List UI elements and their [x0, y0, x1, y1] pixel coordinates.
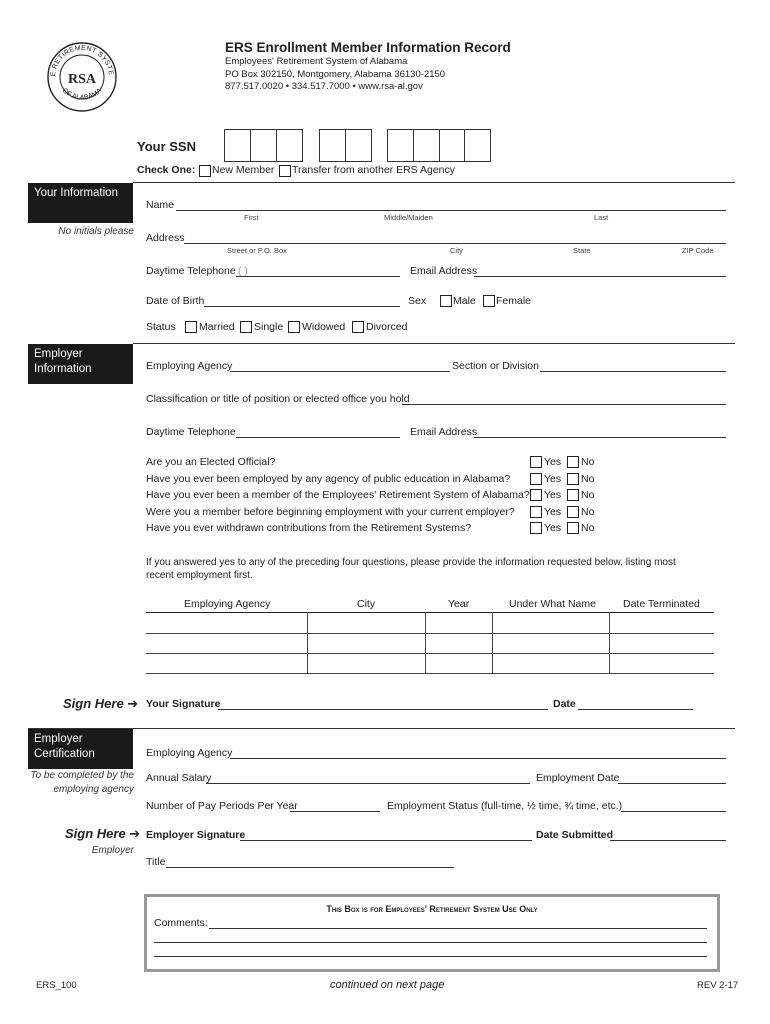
- comments-field[interactable]: [154, 956, 707, 957]
- annual-salary-field[interactable]: [206, 783, 530, 784]
- email-label: Email Address: [410, 265, 478, 277]
- employment-status-label: Employment Status (full-time, ½ time, ¾ time, etc.): [387, 800, 623, 812]
- ssn-label: Your SSN: [137, 139, 196, 154]
- divorced-checkbox[interactable]: [352, 321, 364, 333]
- q3-no-checkbox[interactable]: [567, 489, 579, 501]
- section-division-field[interactable]: [540, 371, 726, 372]
- table-row[interactable]: [146, 673, 714, 674]
- new-member-checkbox[interactable]: [199, 165, 211, 177]
- section-employer-information: Employer Information: [28, 344, 133, 384]
- ssn-field-group1[interactable]: [224, 129, 303, 162]
- sex-label: Sex: [408, 295, 427, 307]
- section-employer-certification: Employer Certification: [28, 729, 133, 769]
- your-signature-label: Your Signature: [146, 698, 221, 710]
- no-label: No: [581, 506, 595, 518]
- transfer-label: Transfer from another ERS Agency: [292, 164, 456, 176]
- title-field[interactable]: [166, 867, 454, 868]
- date-submitted-label: Date Submitted: [536, 829, 614, 841]
- employer-sign-here-label: Sign Here ➔: [65, 826, 141, 841]
- q1-no-checkbox[interactable]: [567, 456, 579, 468]
- table-row[interactable]: [146, 653, 714, 654]
- classification-label: Classification or title of position or elected office you hold: [146, 393, 410, 405]
- your-signature-field[interactable]: [218, 709, 548, 710]
- daytime-phone-label: Daytime Telephone: [146, 265, 236, 277]
- single-checkbox[interactable]: [240, 321, 252, 333]
- col-employing-agency: Employing Agency: [184, 598, 271, 610]
- col-date-terminated: Date Terminated: [623, 598, 700, 610]
- employer-signature-field[interactable]: [240, 840, 532, 841]
- no-initials-note: No initials please: [58, 226, 134, 237]
- name-field[interactable]: [176, 210, 726, 211]
- single-label: Single: [254, 321, 284, 333]
- classification-field[interactable]: [402, 404, 726, 405]
- q2-no-checkbox[interactable]: [567, 473, 579, 485]
- comments-field[interactable]: [209, 928, 707, 929]
- new-member-label: New Member: [212, 164, 275, 176]
- married-label: Married: [199, 321, 235, 333]
- cert-employing-agency-label: Employing Agency: [146, 747, 233, 759]
- yes-label: Yes: [544, 456, 562, 468]
- phone-area-code: ( ): [238, 265, 248, 277]
- org-address: PO Box 302150, Montgomery, Alabama 36130-2150: [225, 69, 446, 80]
- status-label: Status: [146, 321, 176, 333]
- address-sub-city: City: [450, 246, 463, 255]
- female-checkbox[interactable]: [483, 295, 495, 307]
- check-one-label: Check One:: [137, 164, 196, 176]
- q4-yes-checkbox[interactable]: [530, 506, 542, 518]
- yes-label: Yes: [544, 473, 562, 485]
- address-label: Address: [146, 232, 185, 244]
- table-row[interactable]: [146, 633, 714, 634]
- office-use-box: [144, 894, 720, 972]
- email-field[interactable]: [474, 276, 726, 277]
- employer-label: Employer: [91, 845, 134, 856]
- q1-yes-checkbox[interactable]: [530, 456, 542, 468]
- comments-field[interactable]: [154, 942, 707, 943]
- male-checkbox[interactable]: [440, 295, 452, 307]
- yes-label: Yes: [544, 489, 562, 501]
- pay-periods-label: Number of Pay Periods Per Year: [146, 800, 298, 812]
- table-col-divider: [609, 612, 610, 673]
- svg-text:OF ALABAMA: OF ALABAMA: [60, 87, 104, 102]
- address-sub-state: State: [573, 246, 591, 255]
- title-label: Title: [146, 856, 166, 868]
- signature-date-field[interactable]: [578, 709, 693, 710]
- q5-no-checkbox[interactable]: [567, 522, 579, 534]
- svg-text:RSA: RSA: [67, 72, 97, 87]
- comments-label: Comments:: [154, 917, 208, 929]
- address-field[interactable]: [184, 243, 726, 244]
- no-label: No: [581, 473, 595, 485]
- divider: [28, 728, 735, 729]
- female-label: Female: [496, 295, 532, 307]
- dob-label: Date of Birth: [146, 295, 205, 307]
- employing-agency-label: Employing Agency: [146, 360, 233, 372]
- question-public-education: Have you ever been employed by any agency of public education in Alabama?: [146, 473, 511, 485]
- employer-email-field[interactable]: [474, 437, 726, 438]
- employing-agency-field[interactable]: [230, 371, 450, 372]
- svg-text:THE RETIREMENT SYSTEMS: E RETIREMENT SYSTE: [49, 44, 115, 77]
- section-your-information: Your Information: [28, 183, 133, 223]
- address-sub-zip: ZIP Code: [682, 246, 714, 255]
- employer-phone-field[interactable]: [236, 437, 400, 438]
- question-elected-official: Are you an Elected Official?: [146, 456, 276, 468]
- table-col-divider: [492, 612, 493, 673]
- rsa-seal: [46, 41, 118, 113]
- divorced-label: Divorced: [366, 321, 408, 333]
- pay-periods-field[interactable]: [290, 811, 380, 812]
- org-name: Employees' Retirement System of Alabama: [225, 56, 408, 67]
- table-col-divider: [307, 612, 308, 673]
- question-ers-member: Have you ever been a member of the Employees' Retirement System of Alabama?: [146, 489, 530, 501]
- name-sub-last: Last: [594, 213, 609, 222]
- org-contact: 877.517.0020 • 334.517.7000 • www.rsa-al.gov: [225, 81, 423, 92]
- instructions-text: If you answered yes to any of the preceding four questions, please provide the information requested below, listing most recent employment first.: [146, 557, 676, 581]
- continued-note: continued on next page: [330, 979, 445, 991]
- no-label: No: [581, 522, 595, 534]
- divider: [133, 343, 735, 344]
- q4-no-checkbox[interactable]: [567, 506, 579, 518]
- col-city: City: [357, 598, 376, 610]
- dob-field[interactable]: [204, 306, 400, 307]
- yes-label: Yes: [544, 522, 562, 534]
- sign-here-label: Sign Here ➔: [63, 696, 139, 711]
- q2-yes-checkbox[interactable]: [530, 473, 542, 485]
- office-use-heading: This Box is for Employees' Retirement System Use Only: [326, 904, 538, 914]
- married-checkbox[interactable]: [185, 321, 197, 333]
- employment-status-field[interactable]: [621, 811, 726, 812]
- q5-yes-checkbox[interactable]: [530, 522, 542, 534]
- widowed-checkbox[interactable]: [288, 321, 300, 333]
- employer-cert-note: To be completed by the employing agency: [30, 770, 134, 795]
- annual-salary-label: Annual Salary: [146, 772, 212, 784]
- ssn-field-group3[interactable]: [387, 129, 491, 162]
- name-sub-first: First: [244, 213, 259, 222]
- table-col-divider: [425, 612, 426, 673]
- q3-yes-checkbox[interactable]: [530, 489, 542, 501]
- col-under-what-name: Under What Name: [509, 598, 596, 610]
- divider: [133, 182, 735, 183]
- date-submitted-field[interactable]: [610, 840, 726, 841]
- employer-phone-label: Daytime Telephone: [146, 426, 236, 438]
- revision: REV 2-17: [697, 980, 739, 991]
- form-id: ERS_100: [36, 980, 77, 991]
- cert-employing-agency-field[interactable]: [230, 758, 726, 759]
- widowed-label: Widowed: [302, 321, 346, 333]
- question-member-before: Were you a member before beginning employment with your current employer?: [146, 506, 515, 518]
- address-sub-street: Street or P.O. Box: [227, 246, 287, 255]
- employment-date-field[interactable]: [618, 783, 726, 784]
- question-withdrawn: Have you ever withdrawn contributions from the Retirement Systems?: [146, 522, 472, 534]
- date-label: Date: [553, 698, 576, 710]
- transfer-checkbox[interactable]: [279, 165, 291, 177]
- daytime-phone-field[interactable]: [236, 276, 400, 277]
- section-division-label: Section or Division: [452, 360, 539, 372]
- employment-date-label: Employment Date: [536, 772, 620, 784]
- table-header-rule: [146, 612, 714, 613]
- form-title: ERS Enrollment Member Information Record: [225, 40, 511, 55]
- name-sub-middle: Middle/Maiden: [384, 213, 433, 222]
- col-year: Year: [448, 598, 470, 610]
- yes-label: Yes: [544, 506, 562, 518]
- employer-signature-label: Employer Signature: [146, 829, 246, 841]
- no-label: No: [581, 456, 595, 468]
- no-label: No: [581, 489, 595, 501]
- ssn-field-group2[interactable]: [319, 129, 372, 162]
- name-label: Name: [146, 199, 175, 211]
- employer-email-label: Email Address: [410, 426, 478, 438]
- male-label: Male: [453, 295, 476, 307]
